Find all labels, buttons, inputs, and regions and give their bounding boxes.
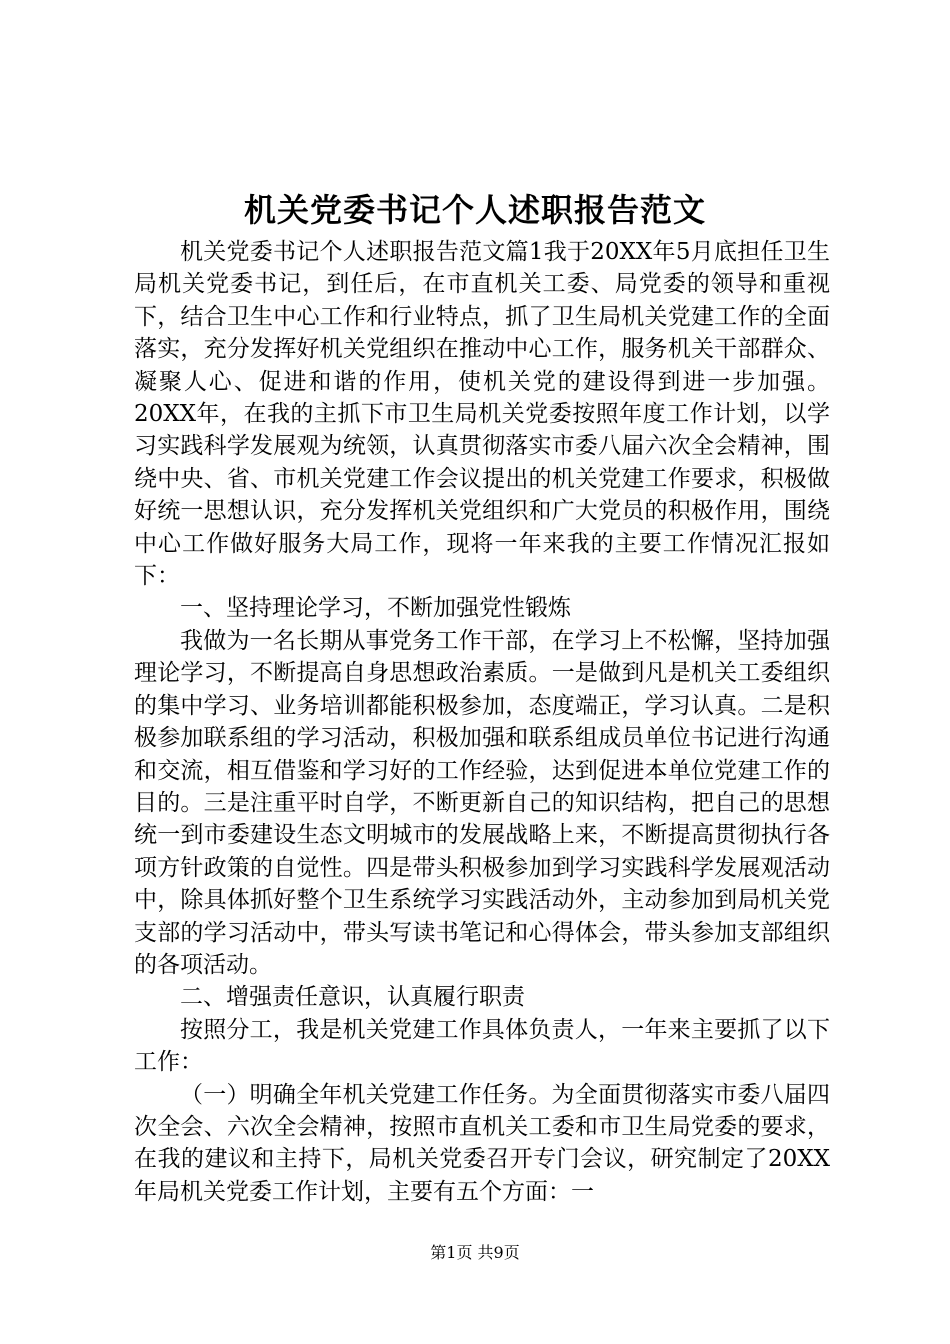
paragraph-subsection-1: （一）明确全年机关党建工作任务。为全面贯彻落实市委八届四次全会、六次全会精神，按照市直机关工委和市卫生局党委的要求，在我的建议和主持下，局机关党委召开专门会议，研究制定了20XX年局机关党委工作计划，主要有五个方面：一	[134, 1081, 830, 1205]
paragraph-section-2-intro: 按照分工，我是机关党建工作具体负责人，一年来主要抓了以下工作：	[134, 1016, 830, 1076]
paragraph-section-1: 我做为一名长期从事党务工作干部，在学习上不松懈，坚持加强理论学习，不断提高自身思想政治素质。一是做到凡是机关工委组织的集中学习、业务培训都能积极参加，态度端正，学习认真。二是积极参加联系组的学习活动，积极加强和联系组成员单位书记进行沟通和交流，相互借鉴和学习好的工作经验，达到促进本单位党建工作的目的。三是注重平时自学，不断更新自己的知识结构，把自己的思想统一到市委建设生态文明城市的发展战略上来，不断提高贯彻执行各项方针政策的自觉性。四是带头积极参加到学习实践科学发展观活动中，除具体抓好整个卫生系统学习实践活动外，主动参加到局机关党支部的学习活动中，带头写读书笔记和心得体会，带头参加支部组织的各项活动。	[134, 627, 830, 978]
section-heading-1: 一、坚持理论学习，不断加强党性锻炼	[180, 595, 571, 622]
page-number-footer: 第1页 共9页	[430, 1243, 520, 1262]
section-heading-2: 二、增强责任意识，认真履行职责	[180, 984, 525, 1011]
document-body	[134, 236, 830, 1208]
document-title: 机关党委书记个人述职报告范文	[243, 191, 706, 229]
paragraph-intro: 机关党委书记个人述职报告范文篇1我于20XX年5月底担任卫生局机关党委书记，到任后，在市直机关工委、局党委的领导和重视下，结合卫生中心工作和行业特点，抓了卫生局机关党建工作的全面落实，充分发挥好机关党组织在推动中心工作，服务机关干部群众、凝聚人心、促进和谐的作用，使机关党的建设得到进一步加强。20XX年，在我的主抓下市卫生局机关党委按照年度工作计划，以学习实践科学发展观为统领，认真贯彻落实市委八届六次全会精神，围绕中央、省、市机关党建工作会议提出的机关党建工作要求，积极做好统一思想认识，充分发挥机关党组织和广大党员的积极作用，围绕中心工作做好服务大局工作，现将一年来我的主要工作情况汇报如下：	[134, 239, 830, 590]
